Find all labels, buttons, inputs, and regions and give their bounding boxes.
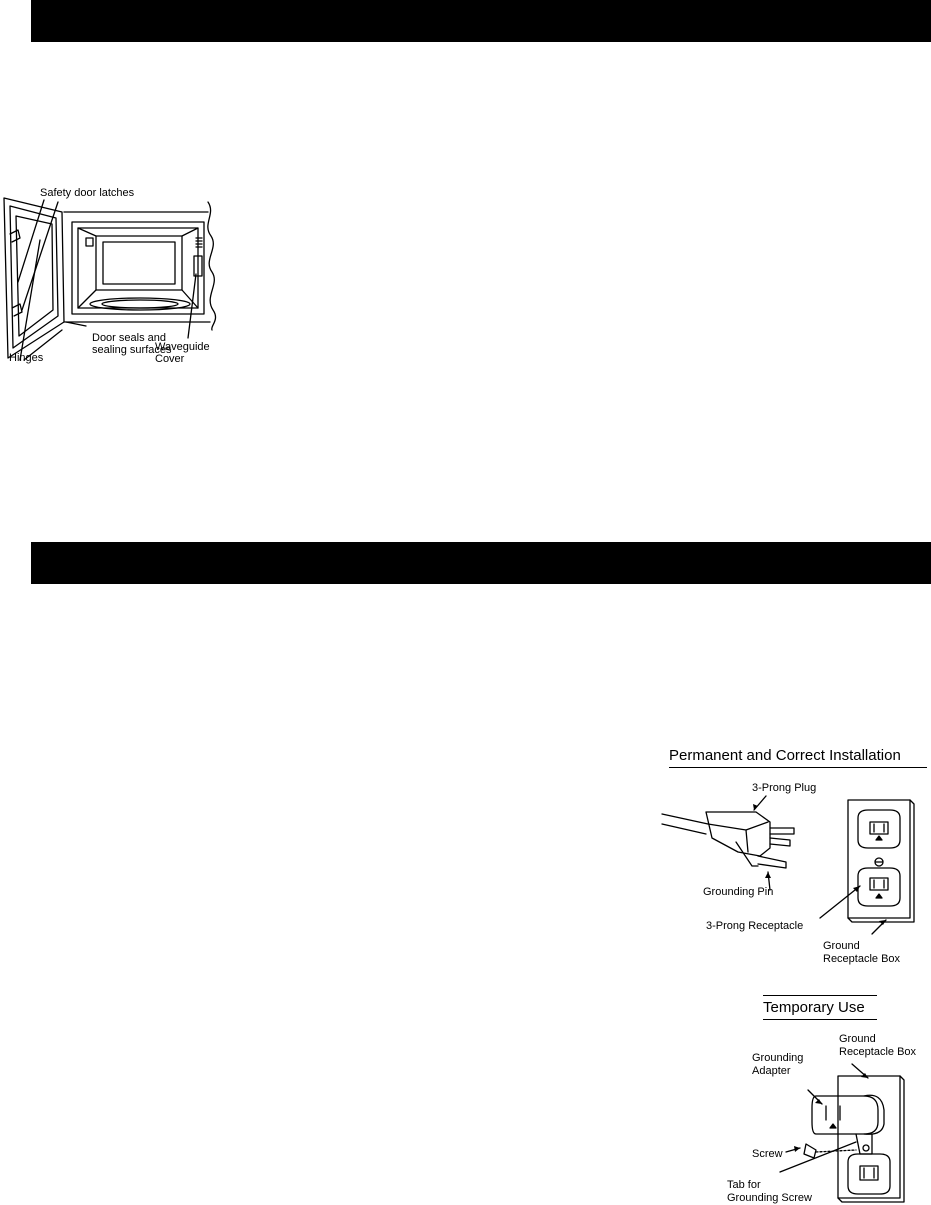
label-ground-box-line2: Receptacle Box	[823, 953, 901, 965]
label-door-seals-line1: Door seals and	[92, 332, 166, 344]
label-hinges: Hinges	[9, 352, 44, 364]
label-3-prong-receptacle: 3-Prong Receptacle	[706, 920, 804, 932]
label-3-prong-plug: 3-Prong Plug	[752, 782, 817, 794]
label-grounding-adapter-line1: Grounding	[752, 1052, 804, 1064]
section-header-bar-1	[31, 0, 931, 42]
label-screw: Screw	[752, 1148, 783, 1160]
permanent-installation-heading: Permanent and Correct Installation	[669, 747, 901, 764]
temporary-use-heading: Temporary Use	[763, 999, 865, 1016]
label-tab-line2: Grounding Screw	[727, 1192, 812, 1204]
temporary-heading-overline	[763, 995, 877, 996]
label-temp-ground-box-line2: Receptacle Box	[839, 1046, 917, 1058]
grounding-adapter-illustration	[760, 1062, 930, 1202]
temporary-heading-underline	[763, 1019, 877, 1020]
label-safety-door-latches: Safety door latches	[40, 187, 135, 199]
label-temp-ground-box-line1: Ground	[839, 1033, 876, 1045]
label-grounding-adapter-line2: Adapter	[752, 1065, 791, 1077]
label-waveguide-line1: Waveguide	[155, 341, 210, 353]
three-prong-plug-and-receptacle	[660, 790, 922, 930]
label-door-seals-line2: sealing surfaces	[92, 344, 172, 356]
section-header-bar-2	[31, 542, 931, 584]
label-waveguide-line2: Cover	[155, 353, 185, 365]
permanent-heading-underline	[669, 767, 927, 768]
label-tab-line1: Tab for	[727, 1179, 761, 1191]
label-ground-box-line1: Ground	[823, 940, 860, 952]
label-grounding-pin: Grounding Pin	[703, 886, 774, 898]
